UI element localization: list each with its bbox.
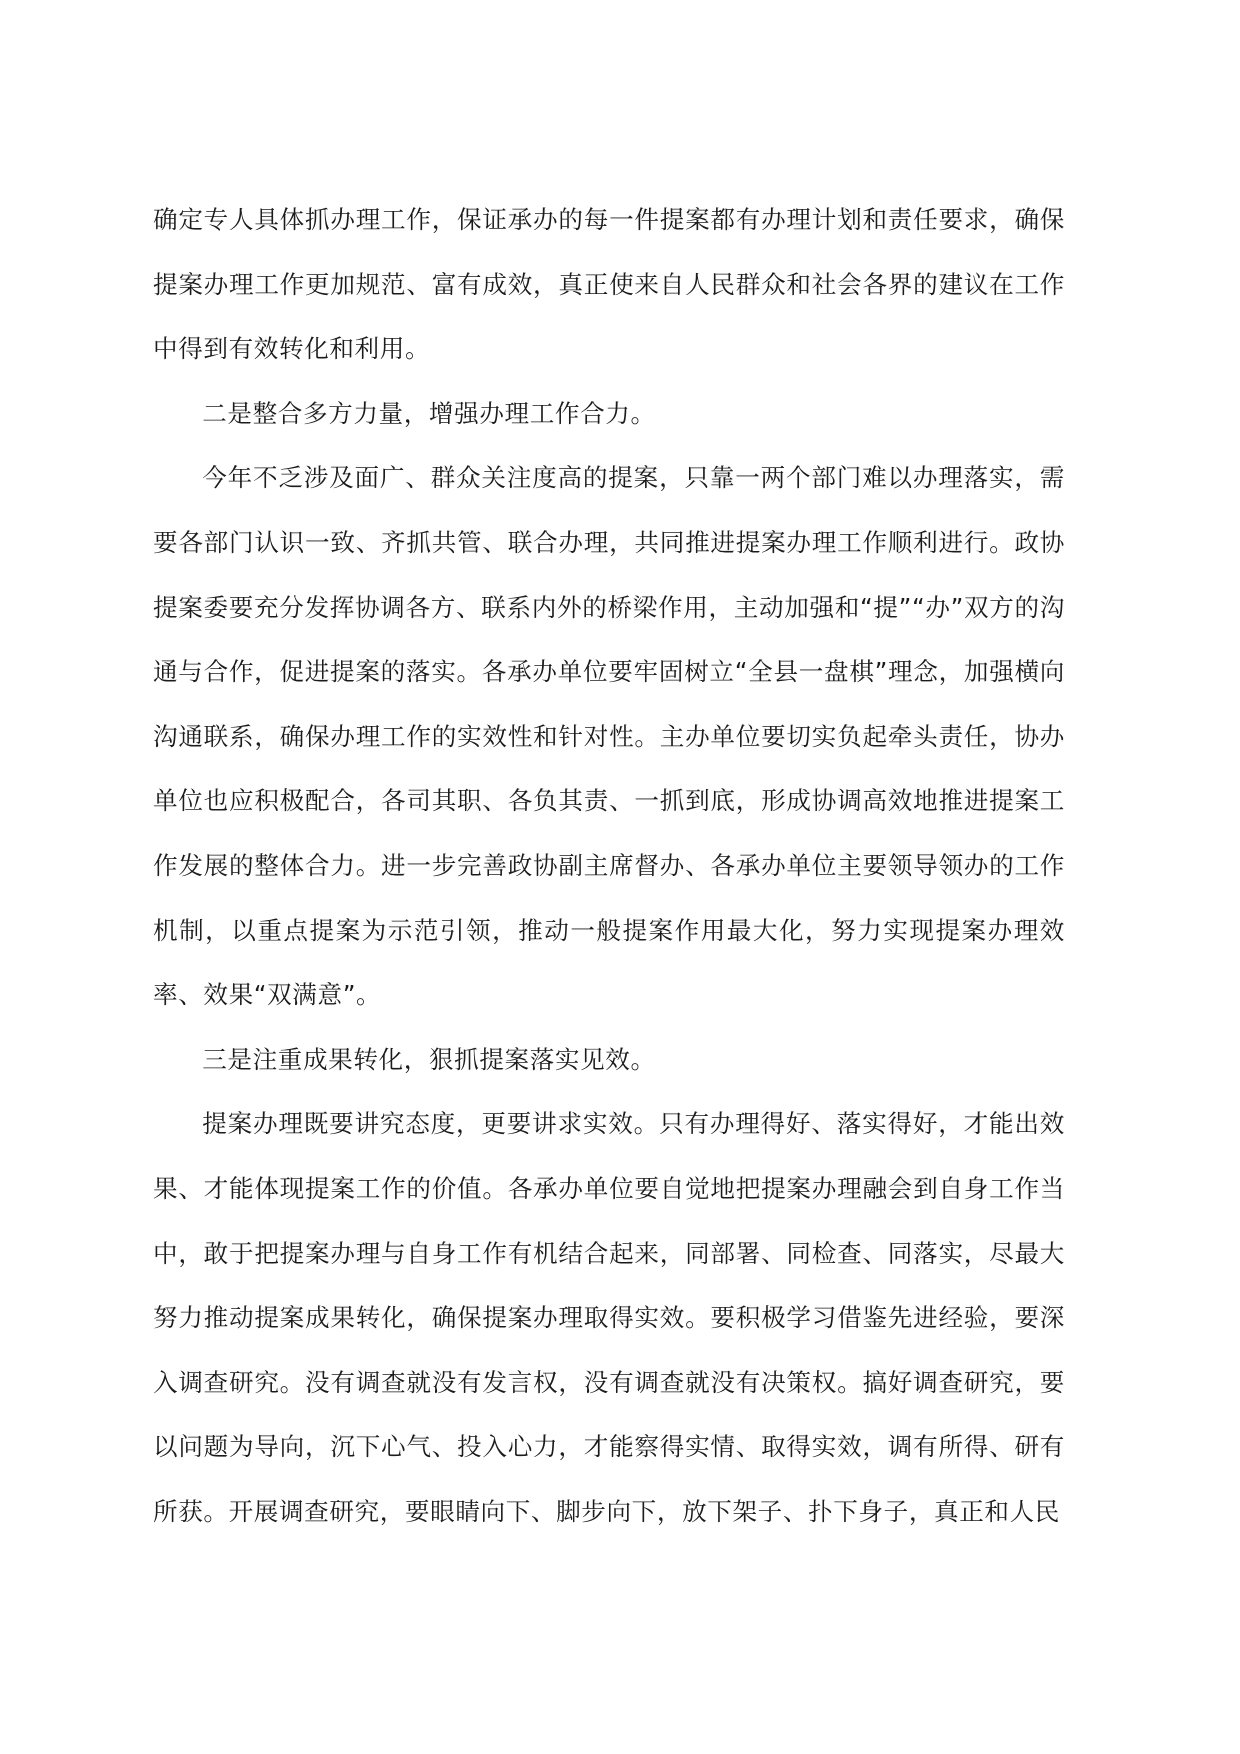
paragraph-results-transformation: 提案办理既要讲究态度，更要讲求实效。只有办理得好、落实得好，才能出效果、才能体现提案工作的价值。各承办单位要自觉地把提案办理融会到自身工作当中，敢于把提案办理与自身工作有机结合起来，同部署、同检查、同落实，尽最大努力推动提案成果转化，确保提案办理取得实效。要积极学习借鉴先进经验，要深入调查研究。没有调查就没有发言权，没有调查就没有决策权。搞好调查研究，要以问题为导向，沉下心气、投入心力，才能察得实情、取得实效，调有所得、研有所获。开展调查研究，要眼睛向下、脚步向下，放下架子、扑下身子，真正和人民 <box>153 1109 1065 1526</box>
document-body <box>153 188 1065 1544</box>
paragraph-continuation: 确定专人具体抓办理工作，保证承办的每一件提案都有办理计划和责任要求，确保提案办理工作更加规范、富有成效，真正使来自人民群众和社会各界的建议在工作中得到有效转化和利用。 <box>153 205 1065 364</box>
paragraph-integrate-forces: 今年不乏涉及面广、群众关注度高的提案，只靠一两个部门难以办理落实，需要各部门认识一致、齐抓共管、联合办理，共同推进提案办理工作顺利进行。政协提案委要充分发挥协调各方、联系内外的桥梁作用，主动加强和“提”“办”双方的沟通与合作，促进提案的落实。各承办单位要牢固树立“全县一盘棋”理念，加强横向沟通联系，确保办理工作的实效性和针对性。主办单位要切实负起牵头责任，协办单位也应积极配合，各司其职、各负其责、一抓到底，形成协调高效地推进提案工作发展的整体合力。进一步完善政协副主席督办、各承办单位主要领导领办的工作机制，以重点提案为示范引领，推动一般提案作用最大化，努力实现提案办理效率、效果“双满意”。 <box>153 463 1065 1010</box>
section-heading-three: 三是注重成果转化，狠抓提案落实见效。 <box>202 1044 656 1074</box>
section-heading-two: 二是整合多方力量，增强办理工作合力。 <box>202 398 656 428</box>
